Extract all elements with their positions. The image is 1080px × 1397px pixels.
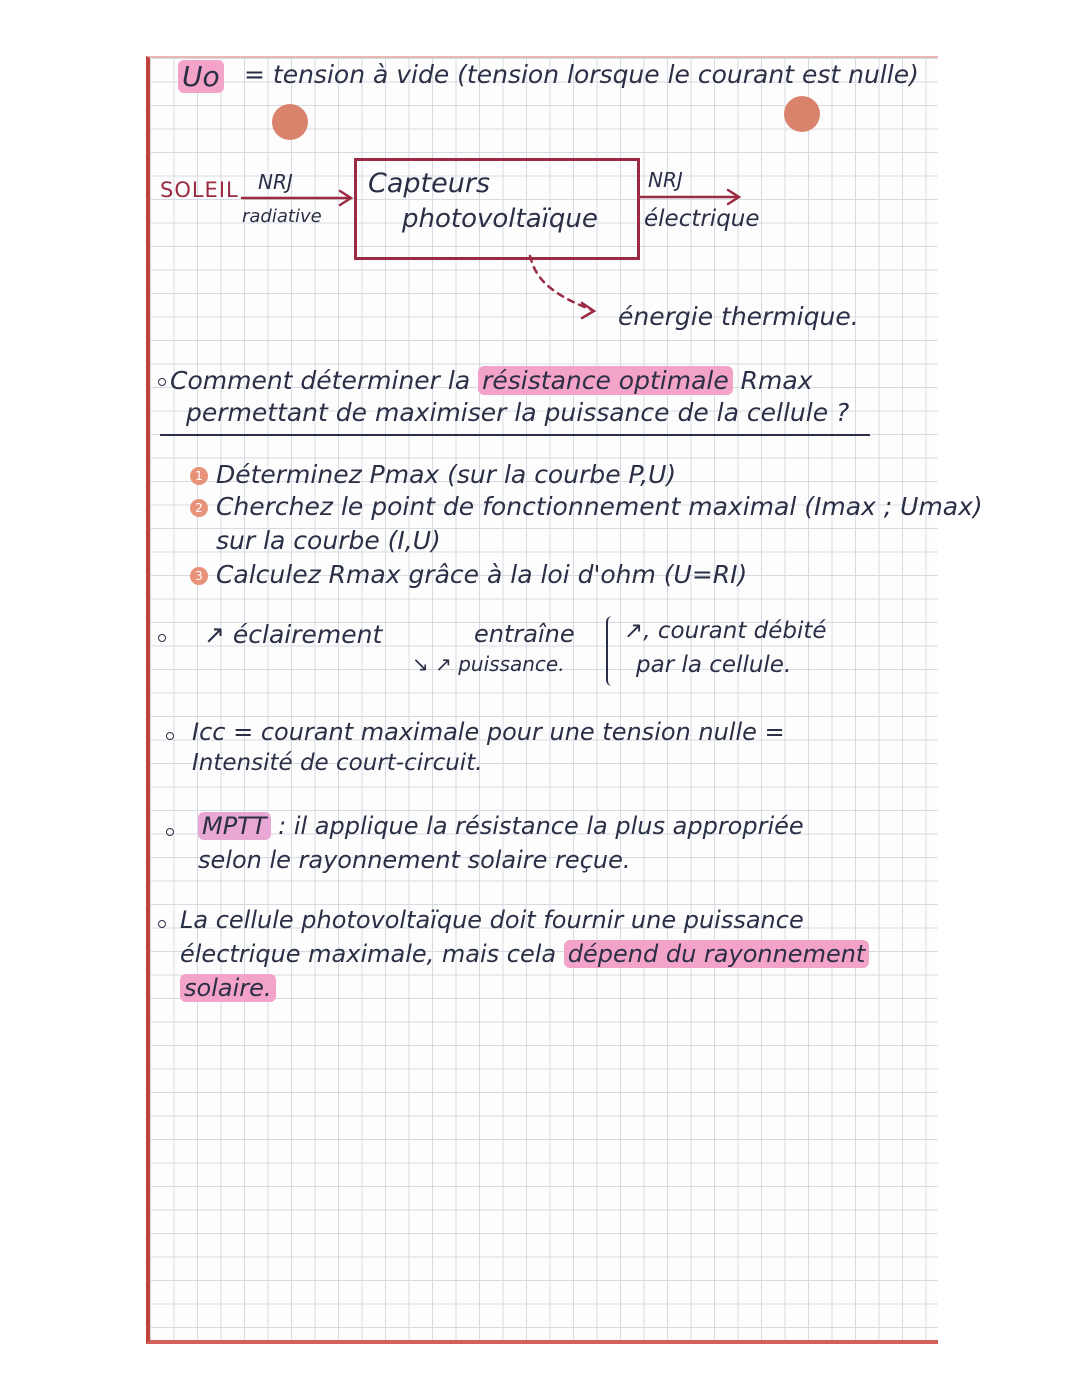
mptt-line1: MPTT : il applique la résistance la plus appropriée: [198, 812, 804, 840]
soleil-label: SOLEIL: [160, 178, 239, 202]
nrj-in-label: NRJ: [258, 170, 293, 194]
nrj-in-type: radiative: [242, 206, 322, 227]
question-line1: Comment déterminer la résistance optimale Rmax: [170, 366, 813, 395]
arrow-loss-icon: [530, 256, 594, 318]
step-1-num: 1: [190, 467, 208, 485]
bullet-dot: [166, 828, 174, 836]
underline-rule: [160, 434, 870, 436]
bullet-dot: [166, 732, 174, 740]
icc-line2: Intensité de court-circuit.: [192, 750, 483, 776]
bullet-dot: [158, 378, 166, 386]
relation-puissance: ↘ ↗ puissance.: [412, 652, 565, 676]
step-1: 1 Déterminez Pmax (sur la courbe P,U): [190, 460, 676, 489]
relation-courant: ↗, courant débité: [624, 618, 827, 644]
nrj-out-type: électrique: [644, 206, 760, 232]
last-line3: [180, 974, 276, 1002]
highlight-mptt: MPTT: [198, 812, 271, 840]
question-line2: permettant de maximiser la puissance de la cellule ?: [186, 398, 850, 427]
relation-brace: [606, 616, 618, 686]
arrow-out-icon: [640, 190, 739, 204]
uo-symbol: Uo: [178, 60, 224, 93]
step-3: 3 Calculez Rmax grâce à la loi d'ohm (U=RI): [190, 560, 747, 589]
last-line2: électrique maximale, mais cela dépend du rayonnement: [180, 940, 869, 968]
last-line1: La cellule photovoltaïque doit fournir une puissance: [180, 906, 804, 934]
mptt-line2: selon le rayonnement solaire reçue.: [198, 846, 631, 874]
energy-loss-label: énergie thermique.: [618, 302, 859, 331]
bullet-dot: [158, 634, 166, 642]
highlight-resistance: résistance optimale: [478, 366, 733, 395]
bullet-dot: [158, 920, 166, 928]
step-2: 2 Cherchez le point de fonctionnement maximal (Imax ; Umax): [190, 492, 983, 521]
nrj-out-label: NRJ: [648, 168, 683, 192]
arrow-in-icon: [242, 191, 351, 205]
capteur-line1: Capteurs: [368, 168, 491, 199]
highlight-rayonnement: dépend du rayonnement: [564, 940, 870, 968]
capteur-line2: photovoltaïque: [402, 204, 598, 234]
relation-eclairement: ↗ éclairement: [204, 620, 383, 649]
icc-line1: Icc = courant maximale pour une tension nulle =: [192, 718, 785, 746]
uo-definition: = tension à vide (tension lorsque le courant est nulle): [244, 60, 919, 89]
step-2-num: 2: [190, 499, 208, 517]
step-3-num: 3: [190, 567, 208, 585]
relation-entraine: entraîne: [474, 620, 575, 648]
step-2-continuation: sur la courbe (I,U): [216, 526, 441, 555]
highlight-solaire: solaire.: [180, 974, 276, 1002]
relation-cellule: par la cellule.: [636, 652, 792, 678]
